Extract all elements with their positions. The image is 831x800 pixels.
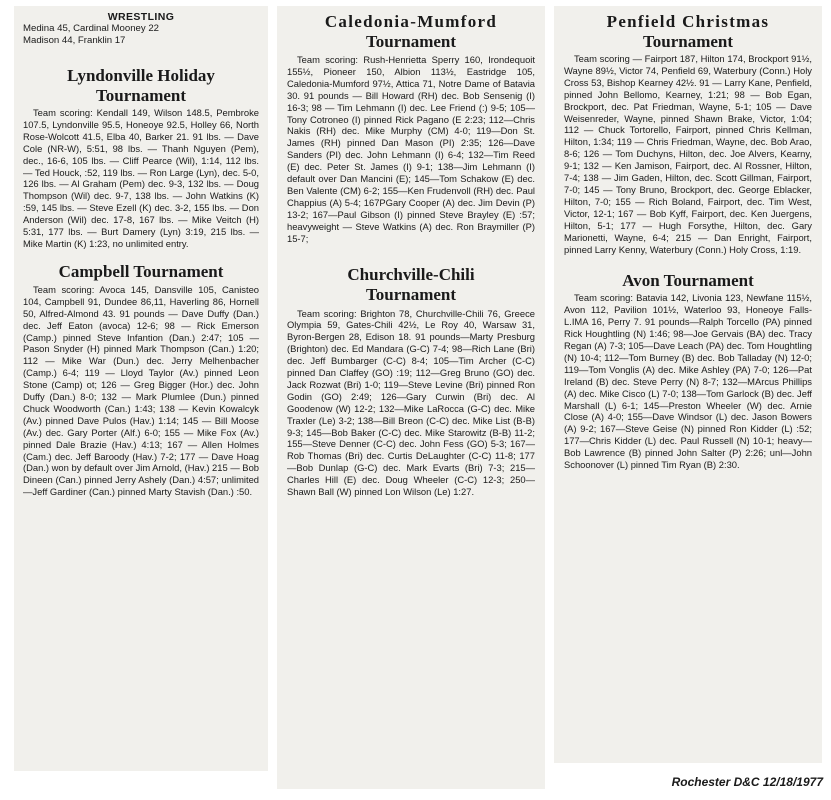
penfield-results: Team scoring — Fairport 187, Hilton 174, Brockport 91½, Wayne 89½, Victor 74, Penfield 69, Waterbury (Conn.) Holy Cross 53, Bishop Kearney 42½. 91 — Larry Kane, Penfield, pinned John Bellomo, Kearney, 1:21; 98 — Bob Egan, Brockport, dec. Pat Friedman, Wayne, 5-1; 105 — Dave Weisenreder, Wayne, pinned Shawn Brake, Victor, 1:04; 112 — Chuck Tortorello, Fairport, pinned Chris Kellman, Hilton, 1:34; 119 — Chris Friedman, Wayne, dec. Bob Arao, 8-6; 126 — Tom Duchyns, Hilton, dec. Joe Alvers, Kearny, 9-1; 132 — Ken Jamison, Fairport, dec. Al Rossner, Hilton, 7-4; 138 — Jim Gaden, Hilton, dec. Scott Gillman, Fairport, 7-0; 145 — Tony Bruno, Brockport, dec. George Eblacker, Hilton, 7-0; 155 — Rich Boland, Fairport, dec. Tim West, Victor, 12-1; 167 — Bob Kyff, Fairport, dec. Ken Juergens, Hilton, 5-1; 177 — Hugh Forsythe, Hilton, dec. Gary Marionetti, Wayne, 6-4; 215 — Dan Enright, Fairport, pinned Larry Kenny, Waterbury (Conn.) Holy Cross, 1:19. — [564, 53, 812, 255]
campbell-title: Campbell Tournament — [58, 261, 224, 281]
wrestling-header: WRESTLING — [107, 11, 175, 23]
churchville-title-line2: Tournament — [365, 284, 457, 304]
caledonia-results: Team scoring: Rush-Henrietta Sperry 160, Irondequoit 155½, Pioneer 150, Albion 113½, Eastridge 105, Caledonia-Mumford 97½, Attica 71, Notre Dame of Batavia 30. 91 pounds — Bill Howard (RH) dec. Bob Sensenig (I) 16-3; 98 — Tim Lehmann (I) dec. Lee Friend (:) 9-5; 105—Tony Cotroneo (I) pinned Rick Pagano (E 2:23; 112—Chris Nakis (RH) dec. Mike Murphy (CM) 4-0; 119—Don St. James (RH) pinned Dan Mason (PI) 2:35; 126—Dave Sanders (PI) dec. John Lehmann (I) 6-4; 132—Tim Reed (E) dec. Peter St. James (I) 9-1; 138—Jim Lehmann (I) default over Dan Mancini (E); 145—Tom Schakow (E) dec. Ben Valente (CM) 6-2; 155—Ken Frudenvoll (RH) dec. Paul Chappius (A) 5-4; 167PGary Cooper (A) dec. Jim Devin (P) 13-2; 167—Paul Gibson (I) pinned Steve Brayley (E) :57; heavyweight — Steve Watkins (A) dec. Ron Braymiller (P) 15-7; — [287, 54, 535, 244]
lyndonville-title-line2: Tournament — [95, 86, 187, 105]
churchville-results: Team scoring: Brighton 78, Churchville-Chili 76, Greece Olympia 59, Gates-Chili 42½, Le Roy 40, Warsaw 31, Byron-Bergen 28, Edison 18. 91 pounds—Marty Presburg (Brighton) dec. Ed Mandara (G-C) 7-4; 98—Rich Lane (Bri) dec. Jeff Bumbarger (C-C) 8-4; 105—Tim Archer (C-C) pinned Dan Claffey (GO) :19; 112—Greg Bruno (GO) dec. Jack Rozwat (Bri) 1-0; 119—Steve Levine (Bri) pinned Ron Godin (GO) 2:49; 126—Gary Curwin (Bri) dec. Al Goodenow (W) 12-2; 132—Mike LaRocca (G-C) dec. Mike Traxler (Le) 3-2; 138—Bill Breon (C-C) dec. Mike List (B-B) 9-3; 145—Bob Baker (C-C) dec. Mike Starowitz (B-B) 11-2; 155—Steve Denner (C-C) dec. John Fess (GO) 5-3; 167—Rob Thomas (Bri) dec. Curtis DeLaughter (C-C) 11-8; 177—Bob Dunlap (G-C) dec. Mark Evarts (Bri) 7-3; 215—Charles Hill (E) dec. Doug Wheeler (C-C) 12-3; 250—Shawn Ball (W) pinned Lon Wilson (Le) 1:27. — [287, 307, 535, 498]
caledonia-title: Caledonia-Mumford — [324, 12, 498, 31]
penfield-title-line2: Tournament — [642, 32, 734, 51]
lyndonville-results: Team scoring: Kendall 149, Wilson 148.5, Pembroke 107.5, Lyndonville 95.5, Honeoye 92.5, Holley 66, North Rose-Wolcott 41.5, Elba 40, Barker 21. 91 lbs. — Dave Cole (NR-W), 5:51, 98 lbs. — Thanh Nguyen (Pem), dec., 16-6, 105 lbs. — Cliff Pearce (Wil), 1:14, 112 lbs. — Ted Houck, :52, 119 lbs. — Ron Large (Lyn), dec. 5-0, 126 lbs. — Al Graham (Pem) dec. 9-3, 132 lbs. — Doug Thompson (Wil) dec. 9-7, 138 lbs. — John Watkins (K) :59, 145 lbs. — Steve Ezell (K) dec. 3-2, 155 lbs. — Don Anderson (Wil) dec. 17-8, 167 lbs. — Mike Veitch (H) 5:31, 177 lbs. — Burt Damery (Lyn) 3:19, 215 lbs. — Mike Martin (K) 1:23, no unlimited entry. — [23, 107, 259, 249]
clipping-column-1 — [14, 6, 268, 771]
churchville-title: Churchville-Chili — [347, 264, 475, 284]
campbell-results: Team scoring: Avoca 145, Dansville 105, Canisteo 104, Campbell 91, Dundee 86,11, Haverling 86, Hornell 50, Alfred-Almond 43. 91 pounds — Dave Duffy (Dan.) dec. Jeff Eaton (avoca) 12-6; 98 — Rick Emerson (Camp.) pinned Steve Infantion (Dan.) 2:47; 105 — Pason Snyder (H) pinned Mark Thompson (Can.) 1:20; 112 — Mike War (Dun.) dec. Jerry Melhenbacher (Camp.) 6-4; 119 — Lloyd Taylor (Av.) pinned Leon Stone (Camp) ot; 126 — Greg Bigger (Hor.) dec. John Duffy (Dan.) 8-0; 132 — Mark Plumlee (Dun.) pinned Chuck Woodworth (Can.) 1:43; 138 — Kevin Kowalcyk (Av.) pinned Dave Pulos (Hav.) 1:14; 145 — Bill Moose (Av.) dec. Gary Porter (Alf.) 6-0; 155 — Mike Fox (Av.) pinned Dale Brazie (Hav.) 4:13; 167 — Allen Holmes (Cam.) dec. Jeff Baroody (Hav.) 7-2; 177 — Dave Hoag (Dan.) won by default over Jim Arnold, (Hav.) 215 — Bob Dineen (Can.) pinned Jerry Ashely (Dan.) 4:57; unlimited —Jeff Gardiner (Can.) pinned Marty Stavish (Dan.) :50. — [23, 283, 259, 498]
avon-title: Avon Tournament — [622, 271, 754, 291]
caledonia-title-line2: Tournament — [365, 32, 457, 51]
result-line: Medina 45, Cardinal Mooney 22 — [23, 23, 159, 34]
clipping-column-2 — [277, 6, 545, 789]
penfield-title: Penfield Christmas — [606, 12, 770, 31]
clipping-column-3 — [554, 6, 822, 763]
source-caption: Rochester D&C 12/18/1977 — [671, 775, 823, 789]
avon-results: Team scoring: Batavia 142, Livonia 123, Newfane 115½, Avon 112, Pavilion 101½, Waterloo 93, Honeoye Falls-L.IMA 16, Perry 7. 91 pounds—Ralph Torcello (PA) pinned Rick Houghtling (N) 1:46; 98—Joe Gervais (BA) dec. Tracy Regan (A) 7-3; 105—Dave Leach (PA) dec. Tom Houghtling (N) 10-4; 112—Tom Burney (B) dec. Bob Talladay (N) 12-0; 119—Tom Vonglis (A) dec. Mike Ashley (PA) 7-0; 126—Pat Ireland (B) dec. Steve Perry (N) 8-7; 132—MArcus Phillips (A) dec. Mike Cisco (L) 7-0; 138—Tom Garlock (B) dec. Jeff Marshall (L) 6-1; 145—Preston Wheeler (W) dec. Arnie Close (A) 4-0; 155—Dave Windsor (L) dec. Jason Bowers (A) 9-2; 167—Steve Geise (N) pinned Ron Kidder (L) :52; 177—Chris Kidder (L) dec. Paul Russell (N) 10-1; heavy—Bob Lawrence (B) pinned John Salter (P) 2:26; unl—John Schoonover (L) pinned Tim Ryan (B) 2:30. — [564, 292, 812, 471]
result-line: Madison 44, Franklin 17 — [23, 35, 126, 46]
lyndonville-title: Lyndonville Holiday — [67, 66, 215, 85]
